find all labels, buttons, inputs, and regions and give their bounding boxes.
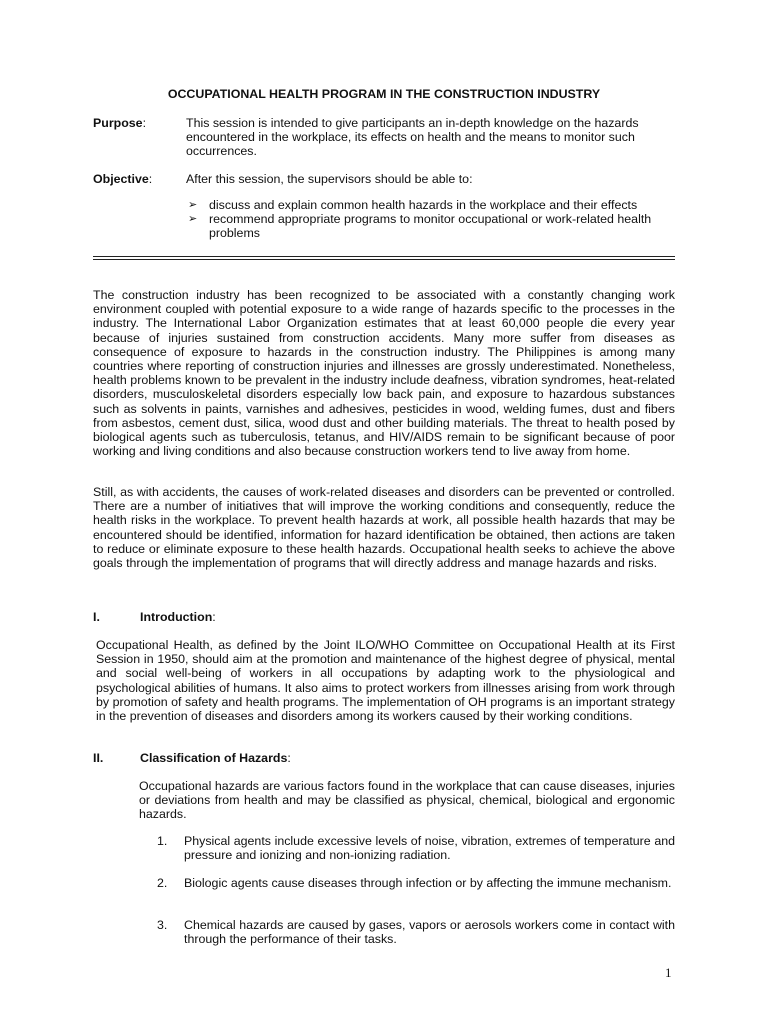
intro-paragraph-1: The construction industry has been recognized to be associated with a constantly changing work environment coupled with potential exposure to a wide range of hazards specific to the processes in the industry. The International Labor Organization estimates that at least 60,000 people die every year because of injuries sustained from construction accidents. Many more suffer from diseases as consequence of exposure to hazards in the construction industry. The Philippines is among many countries where reporting of construction injuries and illnesses are grossly underestimated. Nonetheless, health problems known to be prevalent in the industry include deafness, vibration syndromes, heat-related disorders, musculoskeletal disorders especially low back pain, and exposure to hazardous substances such as solvents in paints, varnishes and adhesives, pesticides in wood, welding fumes, dust and fibers from asbestos, cement dust, silica, wood dust and other building materials. The threat to health posed by biological agents such as tuberculosis, tetanus, and HIV/AIDS remain to be significant because of poor working and living conditions and also because construction workers tend to live away from home. (93, 288, 675, 459)
hazard-list-item: 1. Physical agents include excessive levels of noise, vibration, extremes of temperature and pressure and ionizing and non-ionizing radiation. (157, 834, 675, 863)
section-heading-classification: II. Classification of Hazards: (93, 751, 291, 765)
document-title: OCCUPATIONAL HEALTH PROGRAM IN THE CONSTRUCTION INDUSTRY (167, 87, 601, 101)
arrow-bullet-icon: ➢ (188, 199, 198, 211)
divider-rule-top (93, 256, 675, 257)
purpose-row (93, 116, 675, 160)
objectives-list (186, 198, 675, 241)
hazard-list-item: 3. Chemical hazards are caused by gases, vapors or aerosols workers come in contact with through the performance of their tasks. (157, 918, 675, 947)
objective-row (93, 172, 675, 188)
section-heading-introduction: I. Introduction: (93, 610, 216, 624)
intro-paragraph-2: Still, as with accidents, the causes of work-related diseases and disorders can be prevented or controlled. There are a number of initiatives that will improve the working conditions and consequently, reduce the health risks in the workplace. To prevent health hazards at work, all possible health hazards that may be encountered should be identified, information for hazard identification be obtained, then actions are taken to reduce or eliminate exposure to these health hazards. Occupational health seeks to achieve the above goals through the implementation of programs that will directly address and manage hazards and risks. (93, 485, 675, 571)
purpose-text: This session is intended to give participants an in-depth knowledge on the hazards encountered in the workplace, its effects on health and the means to monitor such occurrences. (186, 116, 639, 159)
objective-item: ➢ recommend appropriate programs to monitor occupational or work-related health problems (188, 212, 652, 241)
objective-text: After this session, the supervisors should be able to: (186, 172, 473, 186)
objective-item: ➢ discuss and explain common health hazards in the workplace and their effects (188, 198, 638, 212)
hazard-list-item: 2. Biologic agents cause diseases through infection or by affecting the immune mechanism. (157, 876, 672, 890)
arrow-bullet-icon: ➢ (188, 213, 198, 226)
objective-label: Objective: (93, 172, 153, 186)
introduction-body: Occupational Health, as defined by the Joint ILO/WHO Committee on Occupational Health at its First Session in 1950, should aim at the promotion and maintenance of the highest degree of physical, mental and social well-being of workers in all occupations by adapting work to the physiological and psychological abilities of humans. It also aims to protect workers from illnesses arising from work through by promotion of safety and health programs. The implementation of OH programs is an important strategy in the prevention of diseases and disorders among its workers caused by their working conditions. (96, 638, 675, 724)
page-number: 1 (665, 965, 672, 980)
purpose-label: Purpose: (93, 116, 147, 130)
divider-rule-bottom (93, 259, 675, 260)
classification-body: Occupational hazards are various factors found in the workplace that can cause diseases, injuries or deviations from health and may be classified as physical, chemical, biological and ergonomic hazards. (139, 779, 675, 822)
